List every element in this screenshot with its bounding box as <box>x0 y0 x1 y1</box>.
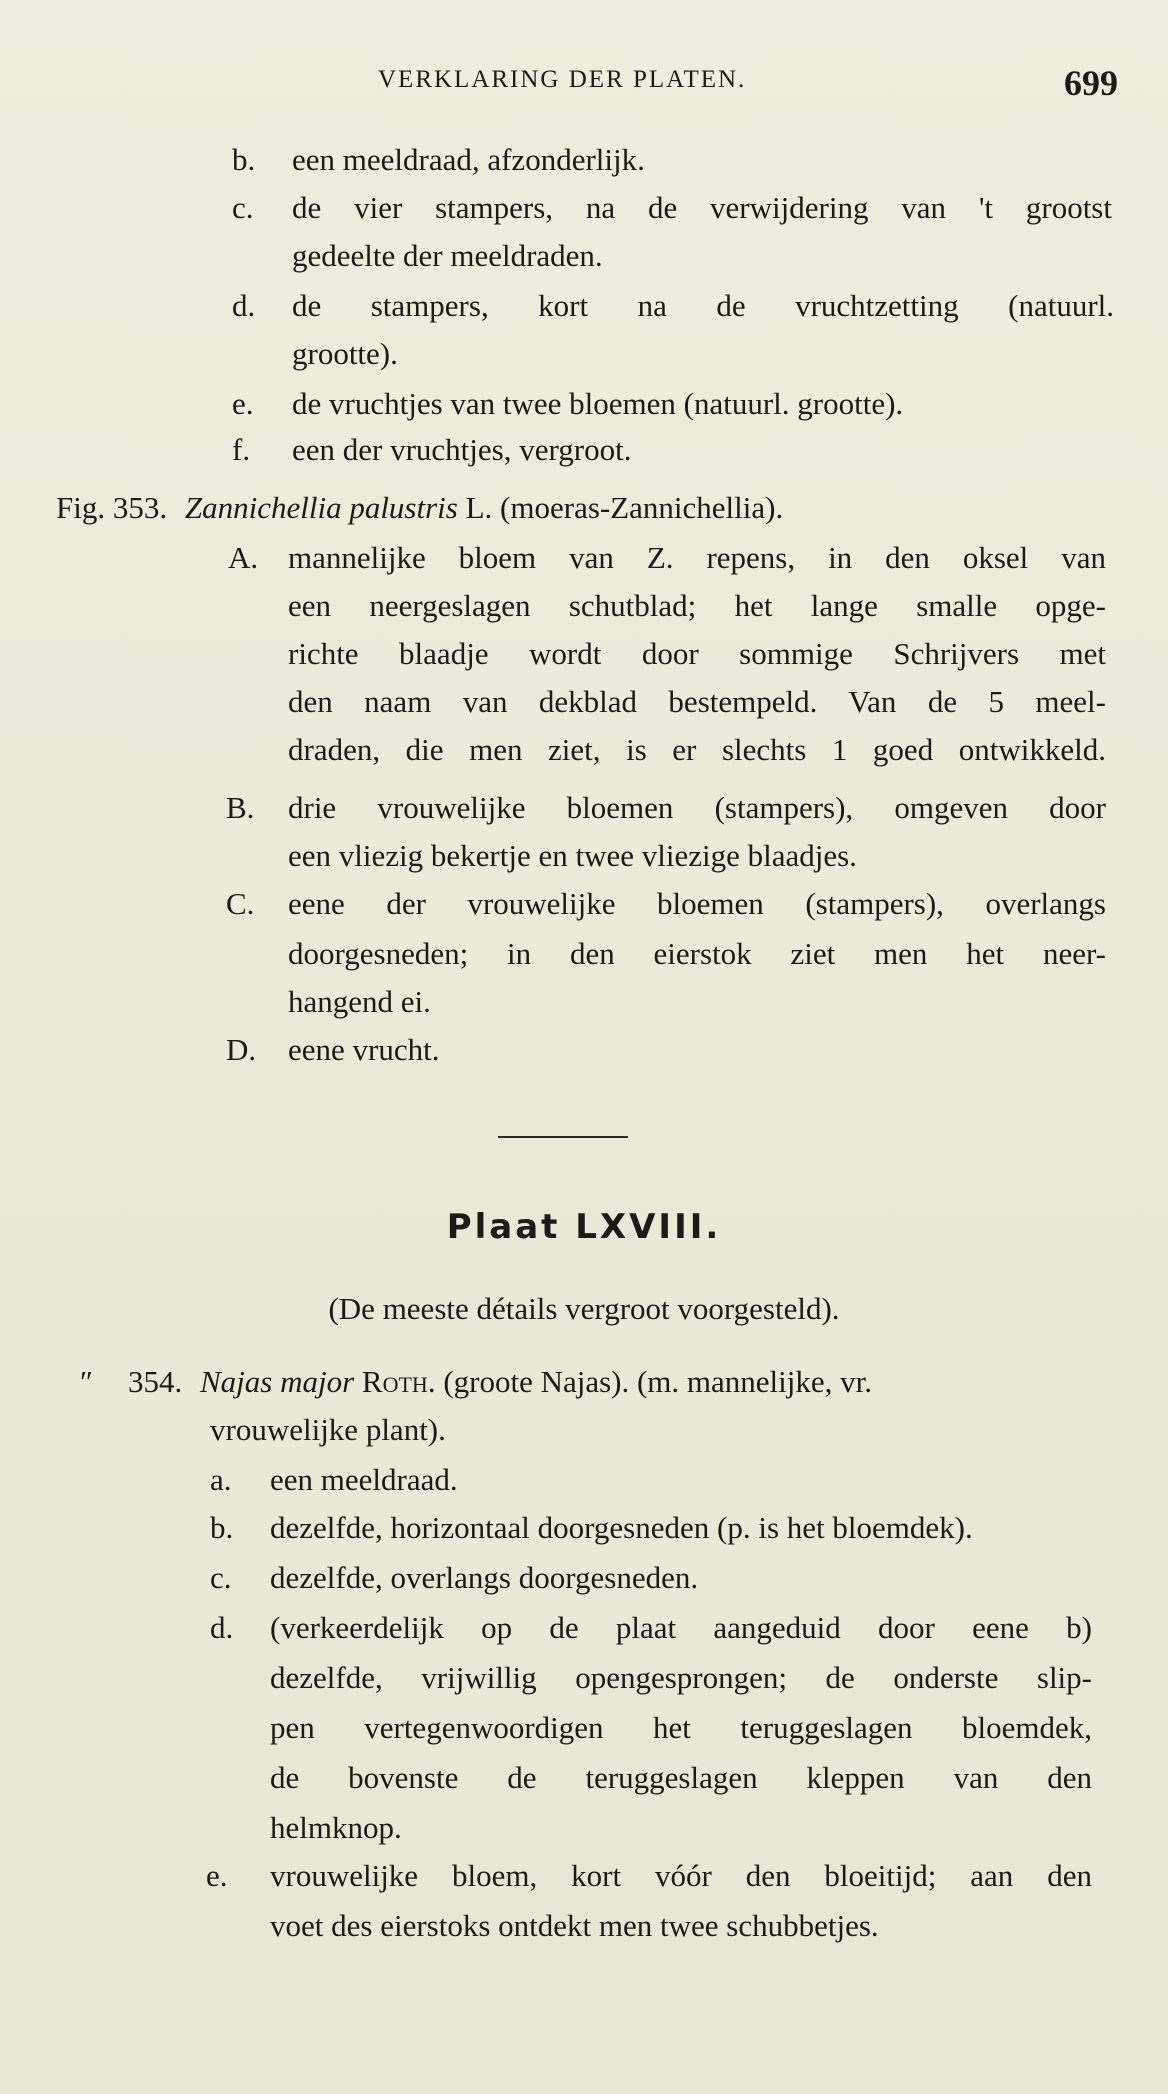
item-text: hangend ei. <box>288 984 431 1019</box>
figure-label: Fig. 353. <box>56 490 168 525</box>
item-text: eene vrucht. <box>288 1032 440 1067</box>
item-label: c. <box>210 1560 232 1595</box>
item-text: dezelfde, vrijwillig opengesprongen; de onderste slip- <box>270 1660 1092 1695</box>
item-label: e. <box>232 386 254 421</box>
item-text: dezelfde, overlangs doorgesneden. <box>270 1560 699 1595</box>
plate-subtitle: (De meeste détails vergroot voorgesteld). <box>328 1291 840 1326</box>
item-text: een vliezig bekertje en twee vliezige blaadjes. <box>288 838 857 873</box>
item-text: een neergeslagen schutblad; het lange smalle opge- <box>288 588 1106 623</box>
item-label: A. <box>228 540 259 575</box>
item-text: richte blaadje wordt door sommige Schrijvers met <box>288 636 1106 671</box>
item-label: b. <box>210 1510 234 1545</box>
item-label: b. <box>232 142 256 177</box>
item-text: de stampers, kort na de vruchtzetting (natuurl. <box>292 288 1114 323</box>
item-label: d. <box>210 1610 234 1645</box>
item-text: doorgesneden; in den eierstok ziet men het neer- <box>288 936 1106 971</box>
figure-heading <box>56 484 783 532</box>
item-text: grootte). <box>292 336 398 371</box>
item-text: drie vrouwelijke bloemen (stampers), omgeven door <box>288 790 1106 825</box>
item-text: den naam van dekblad bestempeld. Van de 5 meel- <box>288 684 1106 719</box>
item-text: gedeelte der meeldraden. <box>292 238 603 273</box>
item-text: mannelijke bloem van Z. repens, in den oksel van <box>288 540 1106 575</box>
item-text: de vruchtjes van twee bloemen (natuurl. grootte). <box>292 386 904 421</box>
item-text: draden, die men ziet, is er slechts 1 goed ontwikkeld. <box>288 732 1106 767</box>
item-text: een meeldraad. <box>270 1462 458 1497</box>
item-label: B. <box>226 790 255 825</box>
item-text: een meeldraad, afzonderlijk. <box>292 142 645 177</box>
item-label: d. <box>232 288 256 323</box>
figure-label: 354. <box>128 1364 183 1399</box>
item-label: f. <box>232 432 251 467</box>
item-label: c. <box>232 190 254 225</box>
item-text: een der vruchtjes, vergroot. <box>292 432 632 467</box>
item-text: pen vertegenwoordigen het teruggeslagen bloemdek, <box>270 1710 1092 1745</box>
item-label: D. <box>226 1032 257 1067</box>
figure-heading <box>128 1358 872 1406</box>
item-text: eene der vrouwelijke bloemen (stampers), overlangs <box>288 886 1106 921</box>
item-text: voet des eierstoks ontdekt men twee schubbetjes. <box>270 1908 879 1943</box>
common-name: (groote Najas). (m. mannelijke, vr. <box>443 1364 873 1399</box>
item-label: e. <box>206 1858 228 1893</box>
item-text: de vier stampers, na de verwijdering van 't grootst <box>292 190 1112 225</box>
item-label: a. <box>210 1462 232 1497</box>
common-name: (moeras-Zannichellia). <box>500 490 784 525</box>
item-text: de bovenste de teruggeslagen kleppen van den <box>270 1760 1092 1795</box>
ditto-mark: ″ <box>80 1364 93 1399</box>
section-divider <box>498 1136 628 1138</box>
item-label: C. <box>226 886 255 921</box>
species-name: Najas major <box>200 1364 355 1399</box>
page-number: 699 <box>1064 63 1118 103</box>
species-author: Roth. <box>361 1364 436 1399</box>
item-text: dezelfde, horizontaal doorgesneden (p. is het bloemdek). <box>270 1510 973 1545</box>
item-text: helmknop. <box>270 1810 402 1845</box>
species-author: L. <box>465 490 493 525</box>
item-text: vrouwelijke plant). <box>210 1412 446 1447</box>
plate-title: Plaat LXVIII. <box>446 1207 722 1247</box>
species-name: Zannichellia palustris <box>184 490 458 525</box>
item-text: vrouwelijke bloem, kort vóór den bloeitijd; aan den <box>270 1858 1092 1893</box>
item-text: (verkeerdelijk op de plaat aangeduid door eene b) <box>270 1610 1092 1645</box>
running-header: VERKLARING DER PLATEN. <box>378 66 747 93</box>
